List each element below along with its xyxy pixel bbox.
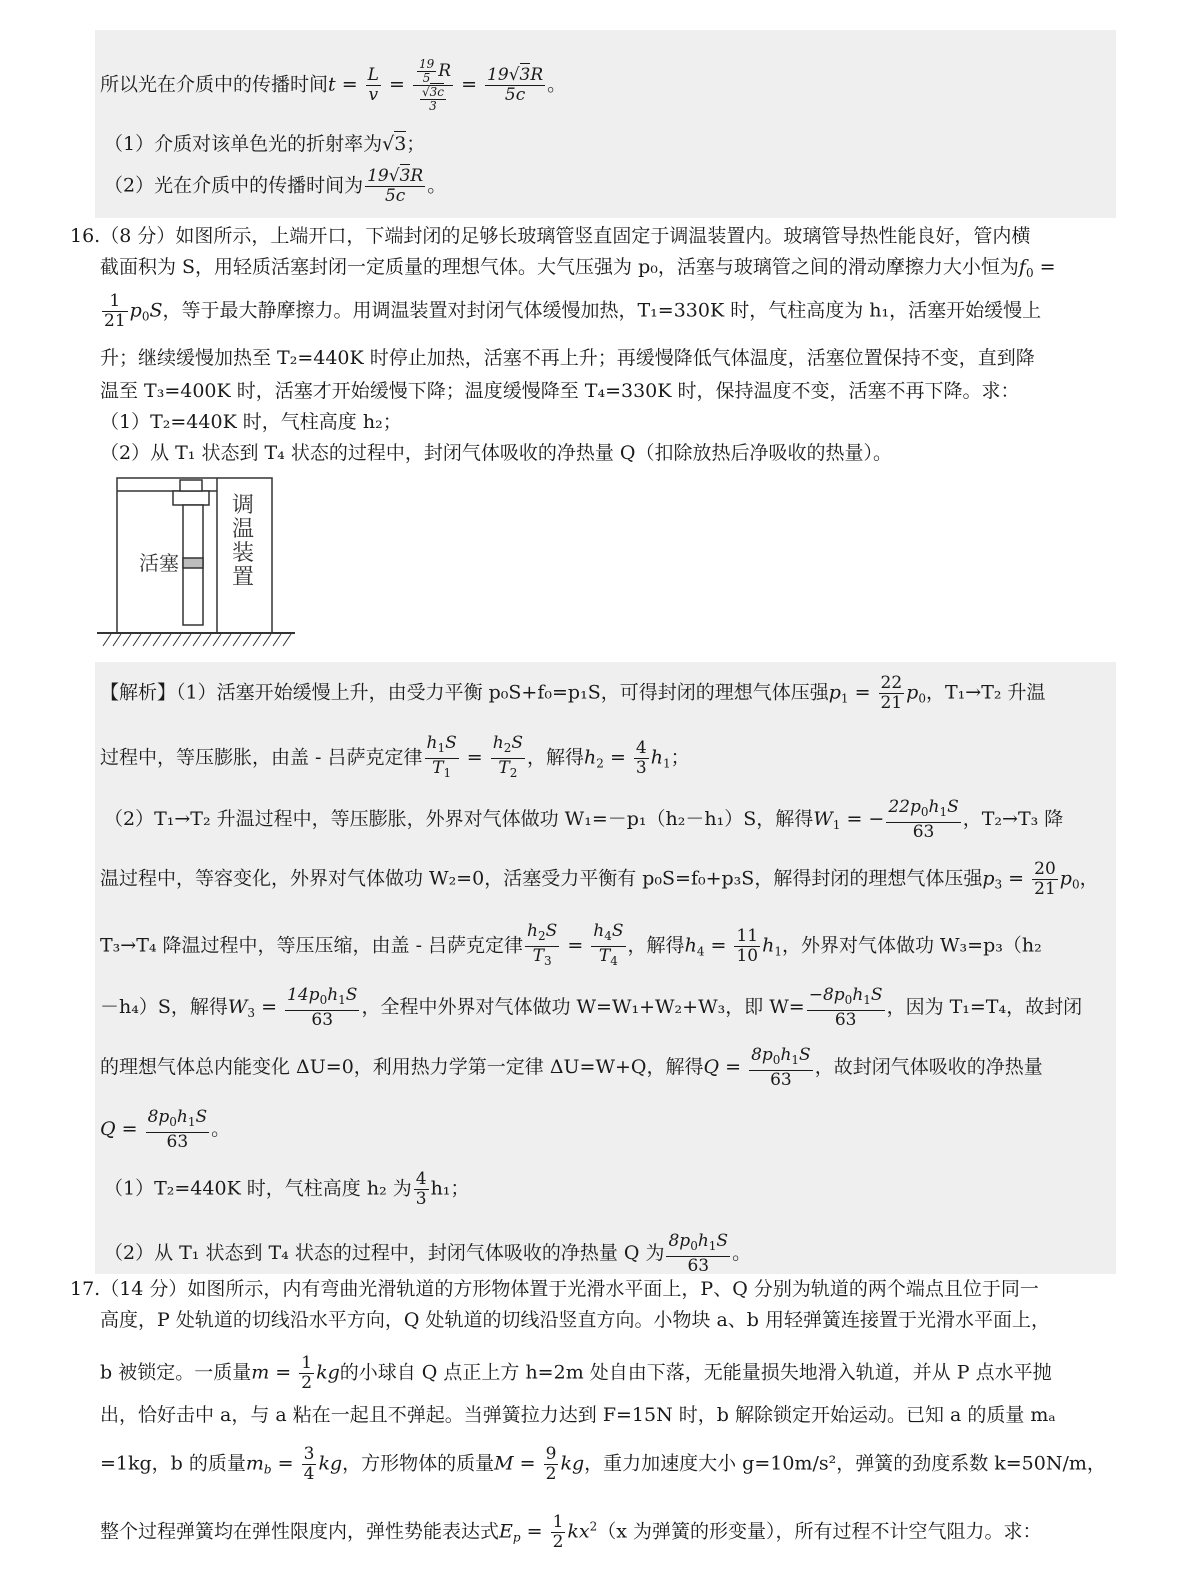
q16-solution-line-7: 的理想气体总内能变化 ΔU=0，利用热力学第一定律 ΔU=W+Q，解得Q = $\frac{8p_0h_1S}{63}$ ，故封闭气体吸收的净热量 bbox=[100, 1045, 1043, 1090]
q16-line-7: （2）从 T₁ 状态到 T₄ 状态的过程中，封闭气体吸收的净热量 Q（扣除放热后净吸收的热量）。 bbox=[100, 442, 892, 464]
q16-line-4: 升；继续缓慢加热至 T₂=440K 时停止加热，活塞不再上升；再缓慢降低气体温度，活塞位置保持不变，直到降 bbox=[100, 347, 1035, 369]
q16-solution-line-3: （2）T₁→T₂ 升温过程中，等压膨胀，外界对气体做功 W₁=－p₁（h₂－h₁）S，解得$W_1$ = − $\frac{22p_0h_1S}{63}$ ，T₂→T₃ 降 bbox=[104, 797, 1064, 842]
label-device-4: 置 bbox=[232, 565, 255, 590]
q16-line-3: $\frac{1}{21}$ $p_0S$，等于最大静摩擦力。用调温装置对封闭气体缓慢加热，T₁=330K 时，气柱高度为 h₁，活塞开始缓慢上 bbox=[104, 291, 1042, 331]
top-solution-line-3: （2）光在介质中的传播时间为 $\frac{19√3R}{5c}$ 。 bbox=[104, 166, 447, 206]
label-device-2: 温 bbox=[232, 517, 255, 542]
q16-solution-line-6: －h₄）S，解得$W_3$ = $\frac{14p_0h_1S}{63}$ ，全程中外界对气体做功 W=W₁+W₂+W₃，即 W= $\frac{-8p_0h_1S}{63}$ ，因为 T₁=T₄，故封闭 bbox=[100, 985, 1083, 1030]
q16-answer-2: （2）从 T₁ 状态到 T₄ 状态的过程中，封闭气体吸收的净热量 Q 为 $\frac{8p_0h_1S}{63}$ 。 bbox=[104, 1231, 752, 1276]
q16-answer-1: （1）T₂=440K 时，气柱高度 h₂ 为 $\frac{4}{3}$ h₁； bbox=[104, 1169, 470, 1209]
label-device-1: 调 bbox=[232, 493, 255, 518]
q16-solution-line-2: 过程中，等压膨胀，由盖 - 吕萨克定律 $\frac{h_1S}{T_1}$ = $\frac{h_2S}{T_2}$ ，解得$h_2$ = $\frac{4}{3}$ $h_1$； bbox=[100, 733, 690, 780]
q16-line-2: 截面积为 S，用轻质活塞封闭一定质量的理想气体。大气压强为 p₀，活塞与玻璃管之间的滑动摩擦力大小恒为$f_0$ = bbox=[100, 256, 1056, 280]
label-piston: 活塞 bbox=[139, 551, 179, 575]
q16-solution-line-1: 【解析】（1）活塞开始缓慢上升，由受力平衡 p₀S+f₀=p₁S，可得封闭的理想气体压强$p_1$ = $\frac{22}{21}$ $p_0$，T₁→T₂ 升温 bbox=[100, 673, 1046, 713]
q17-line-5: =1kg，b 的质量$m_b$ = $\frac{3}{4}$ kg，方形物体的质量M = $\frac{9}{2}$ kg，重力加速度大小 g=10m/s²，弹簧的劲度系数 k=50N/m， bbox=[100, 1444, 1106, 1484]
q16-line-6: （1）T₂=440K 时，气柱高度 h₂； bbox=[100, 411, 402, 433]
q16-solution-line-4: 温过程中，等容变化，外界对气体做功 W₂=0，活塞受力平衡有 p₀S=f₀+p₃S，解得封闭的理想气体压强$p_3$ = $\frac{20}{21}$ $p_0$， bbox=[100, 859, 1099, 899]
q17-line-6: 整个过程弹簧均在弹性限度内，弹性势能表达式$E_p$ = $\frac{1}{2}$ $kx^2(x$ 为弹簧的形变量），所有过程不计空气阻力。求： bbox=[100, 1512, 1042, 1552]
q16-line-5: 温至 T₃=400K 时，活塞才开始缓慢下降；温度缓慢降至 T₄=330K 时，保持温度不变，活塞不再下降。求： bbox=[100, 380, 1020, 402]
q16-solution-line-8: Q = $\frac{8p_0h_1S}{63}$ 。 bbox=[100, 1107, 231, 1152]
q17-line-2: 高度，P 处轨道的切线沿水平方向，Q 处轨道的切线沿竖直方向。小物块 a、b 用轻弹簧连接置于光滑水平面上， bbox=[100, 1309, 1051, 1331]
q17-line-1: 17.（14 分）如图所示，内有弯曲光滑轨道的方形物体置于光滑水平面上，P、Q 分别为轨道的两个端点且位于同一 bbox=[70, 1278, 1039, 1300]
top-solution-line-2: （1）介质对该单色光的折射率为√3； bbox=[104, 133, 426, 155]
q16-line-1: 16.（8 分）如图所示，上端开口，下端封闭的足够长玻璃管竖直固定于调温装置内。玻璃管导热性能良好，管内横 bbox=[70, 225, 1031, 247]
q16-solution-line-5: T₃→T₄ 降温过程中，等压压缩，由盖 - 吕萨克定律 $\frac{h_2S}{T_3}$ = $\frac{h_4S}{T_4}$ ，解得$h_4$ = $\frac{11}{10}$ $h_1$，外界对气体做功 W₃=p₃（h₂ bbox=[100, 921, 1042, 968]
q16-apparatus-figure bbox=[97, 474, 297, 649]
q17-line-4: 出，恰好击中 a，与 a 粘在一起且不弹起。当弹簧拉力达到 F=15N 时，b 解除锁定开始运动。已知 a 的质量 mₐ bbox=[100, 1404, 1056, 1426]
q17-line-3: b 被锁定。一质量m = $\frac{1}{2}$ kg的小球自 Q 点正上方 h=2m 处自由下落，无能量损失地滑入轨道，并从 P 点水平抛 bbox=[100, 1353, 1052, 1393]
label-device-3: 装 bbox=[232, 541, 255, 566]
top-solution-line-1: 所以光在介质中的传播时间t = $\frac{L}{v}$ = $\frac{19}{5}$ R $\frac{√3c}{3}$ = $\frac{19√3R}{5c}$ 。 bbox=[100, 57, 567, 113]
